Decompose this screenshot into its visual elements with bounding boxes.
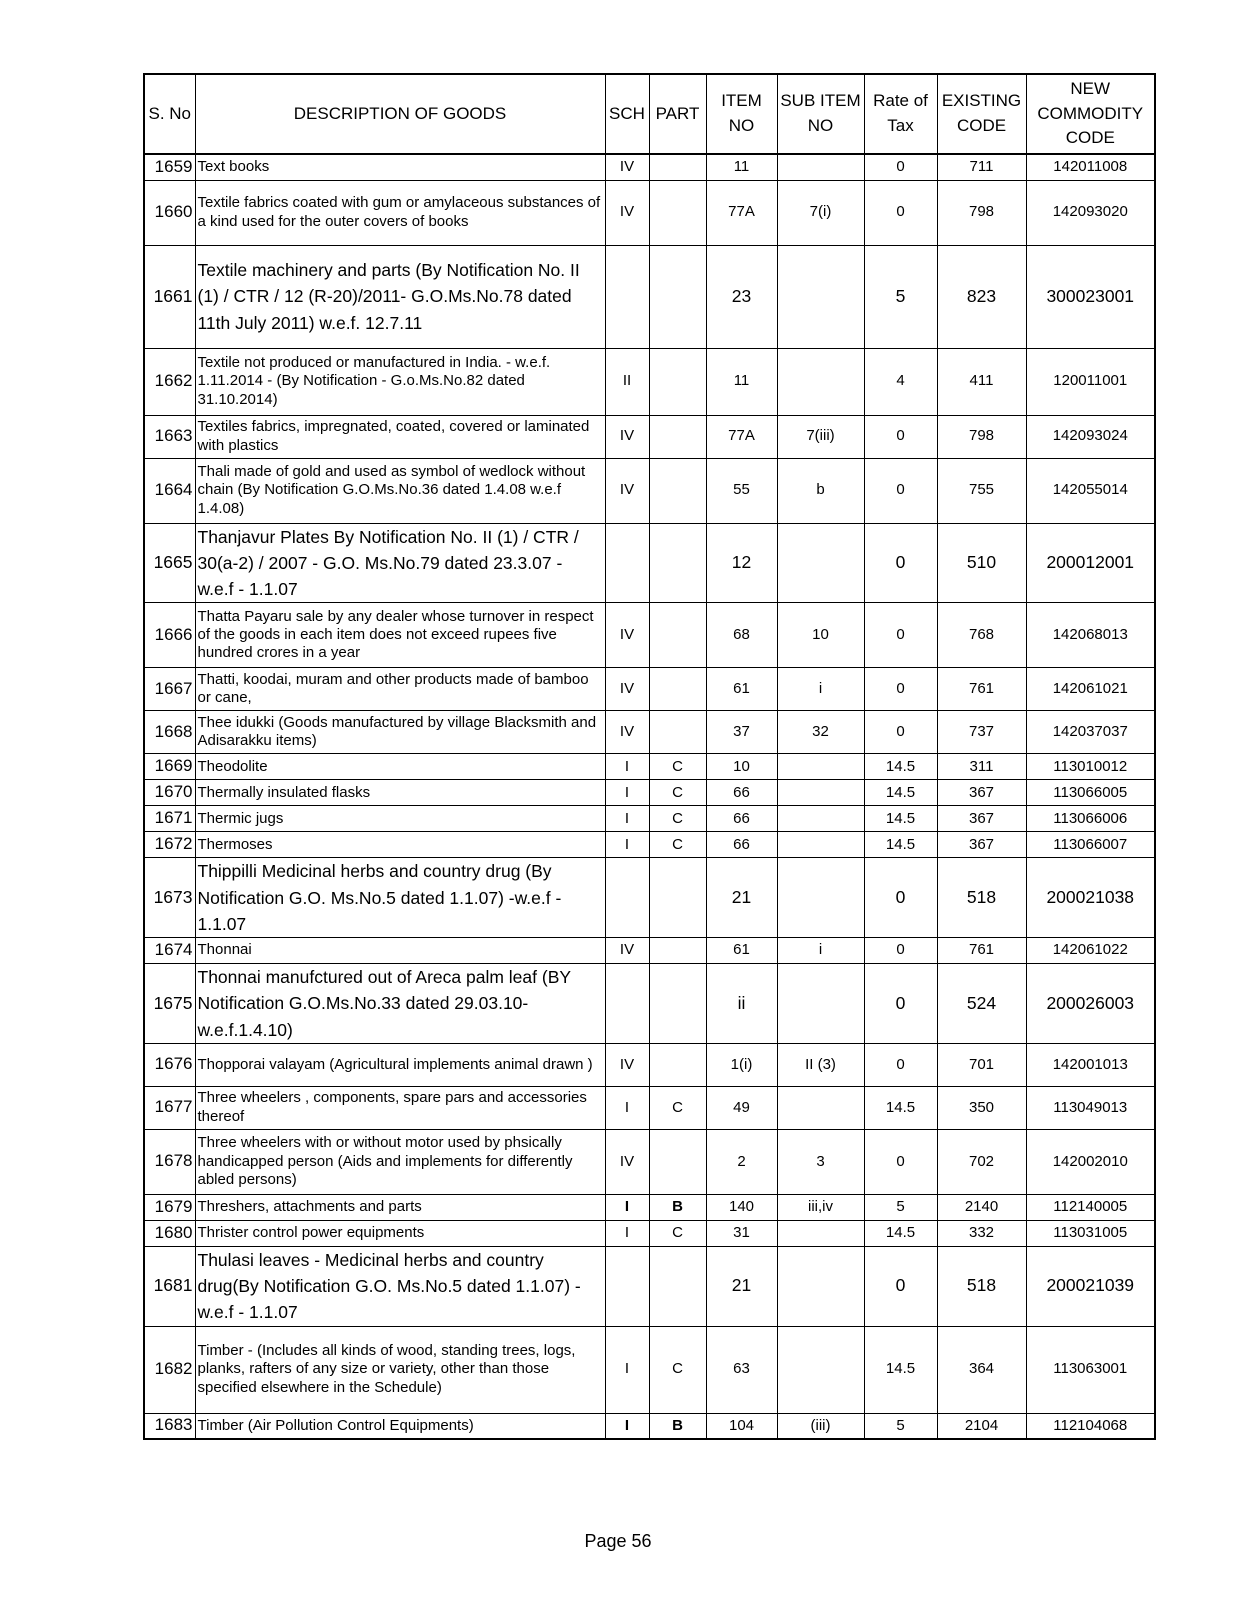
- cell-new-commodity-code: 113063001: [1026, 1326, 1155, 1413]
- cell-rate-of-tax: 14.5: [864, 1086, 937, 1129]
- cell-existing-code: 798: [937, 180, 1026, 245]
- table-row: [144, 964, 1155, 1044]
- cell-new-commodity-code: 113031005: [1026, 1220, 1155, 1246]
- cell-sub-item-no: [777, 858, 864, 938]
- cell-sub-item-no: (iii): [777, 1413, 864, 1439]
- header-sno: S. No: [144, 74, 195, 154]
- cell-item-no: 31: [706, 1220, 777, 1246]
- cell-item-no: 21: [706, 858, 777, 938]
- cell-part: [649, 523, 706, 603]
- cell-existing-code: 761: [937, 668, 1026, 711]
- cell-description: Timber (Air Pollution Control Equipments): [195, 1413, 605, 1439]
- cell-rate-of-tax: 0: [864, 1043, 937, 1086]
- cell-description: Three wheelers , components, spare pars and accessories thereof: [195, 1086, 605, 1129]
- cell-sch: IV: [605, 458, 649, 523]
- cell-item-no: 11: [706, 154, 777, 180]
- cell-sch: IV: [605, 1043, 649, 1086]
- cell-part: [649, 1129, 706, 1194]
- cell-sno: 1677: [144, 1086, 195, 1129]
- cell-sub-item-no: [777, 1246, 864, 1326]
- commodity-table: [143, 73, 1156, 1440]
- table-row: [144, 806, 1155, 832]
- cell-item-no: 63: [706, 1326, 777, 1413]
- cell-sch: I: [605, 1220, 649, 1246]
- cell-sch: I: [605, 1194, 649, 1220]
- cell-description: Thrister control power equipments: [195, 1220, 605, 1246]
- cell-description: Thatti, koodai, muram and other products made of bamboo or cane,: [195, 668, 605, 711]
- table-row: [144, 348, 1155, 415]
- cell-sub-item-no: i: [777, 938, 864, 964]
- cell-existing-code: 2104: [937, 1413, 1026, 1439]
- table-row: [144, 1043, 1155, 1086]
- cell-item-no: 10: [706, 754, 777, 780]
- cell-new-commodity-code: 113066006: [1026, 806, 1155, 832]
- cell-part: [649, 858, 706, 938]
- cell-rate-of-tax: 14.5: [864, 832, 937, 858]
- cell-new-commodity-code: 300023001: [1026, 245, 1155, 348]
- cell-sub-item-no: [777, 832, 864, 858]
- cell-description: Text books: [195, 154, 605, 180]
- cell-sno: 1661: [144, 245, 195, 348]
- cell-part: C: [649, 832, 706, 858]
- cell-rate-of-tax: 0: [864, 858, 937, 938]
- cell-rate-of-tax: 0: [864, 668, 937, 711]
- header-sch: SCH: [605, 74, 649, 154]
- cell-existing-code: 737: [937, 711, 1026, 754]
- cell-part: [649, 1043, 706, 1086]
- cell-description: Thanjavur Plates By Notification No. II (1) / CTR / 30(a-2) / 2007 - G.O. Ms.No.79 dated 23.3.07 - w.e.f - 1.1.07: [195, 523, 605, 603]
- cell-sub-item-no: 3: [777, 1129, 864, 1194]
- cell-sub-item-no: [777, 780, 864, 806]
- cell-sno: 1662: [144, 348, 195, 415]
- cell-description: Thopporai valayam (Agricultural implements animal drawn ): [195, 1043, 605, 1086]
- cell-item-no: 23: [706, 245, 777, 348]
- cell-part: C: [649, 754, 706, 780]
- cell-existing-code: 332: [937, 1220, 1026, 1246]
- cell-description: Textiles fabrics, impregnated, coated, covered or laminated with plastics: [195, 415, 605, 458]
- cell-sub-item-no: [777, 348, 864, 415]
- cell-part: [649, 348, 706, 415]
- cell-item-no: 55: [706, 458, 777, 523]
- cell-description: Thermic jugs: [195, 806, 605, 832]
- table-row: [144, 415, 1155, 458]
- cell-description: Thee idukki (Goods manufactured by village Blacksmith and Adisarakku items): [195, 711, 605, 754]
- cell-existing-code: 761: [937, 938, 1026, 964]
- cell-sub-item-no: b: [777, 458, 864, 523]
- cell-existing-code: 518: [937, 1246, 1026, 1326]
- cell-new-commodity-code: 120011001: [1026, 348, 1155, 415]
- header-item-no: ITEM NO: [706, 74, 777, 154]
- cell-sub-item-no: i: [777, 668, 864, 711]
- cell-part: [649, 1246, 706, 1326]
- cell-sno: 1671: [144, 806, 195, 832]
- cell-sch: I: [605, 754, 649, 780]
- cell-sno: 1665: [144, 523, 195, 603]
- cell-part: [649, 245, 706, 348]
- cell-rate-of-tax: 0: [864, 711, 937, 754]
- cell-existing-code: 510: [937, 523, 1026, 603]
- header-new-commodity-code: NEW COMMODITY CODE: [1026, 74, 1155, 154]
- cell-part: C: [649, 780, 706, 806]
- cell-sno: 1681: [144, 1246, 195, 1326]
- cell-description: Thonnai manufctured out of Areca palm leaf (BY Notification G.O.Ms.No.33 dated 29.03.10- w.e.f.1.4.10): [195, 964, 605, 1044]
- cell-sno: 1673: [144, 858, 195, 938]
- table-row: [144, 1246, 1155, 1326]
- cell-sch: [605, 964, 649, 1044]
- cell-item-no: 140: [706, 1194, 777, 1220]
- cell-part: C: [649, 1220, 706, 1246]
- cell-sub-item-no: 10: [777, 603, 864, 668]
- cell-sch: IV: [605, 180, 649, 245]
- cell-sch: IV: [605, 668, 649, 711]
- cell-new-commodity-code: 142068013: [1026, 603, 1155, 668]
- cell-part: [649, 458, 706, 523]
- table-row: [144, 245, 1155, 348]
- table-row: [144, 938, 1155, 964]
- cell-new-commodity-code: 142093020: [1026, 180, 1155, 245]
- cell-part: C: [649, 1086, 706, 1129]
- cell-rate-of-tax: 0: [864, 415, 937, 458]
- header-rate-of-tax: Rate of Tax: [864, 74, 937, 154]
- cell-description: Textile not produced or manufactured in India. - w.e.f. 1.11.2014 - (By Notification - G.o.Ms.No.82 dated 31.10.2014): [195, 348, 605, 415]
- cell-rate-of-tax: 0: [864, 938, 937, 964]
- table-row: [144, 1194, 1155, 1220]
- cell-item-no: 37: [706, 711, 777, 754]
- cell-sub-item-no: iii,iv: [777, 1194, 864, 1220]
- cell-new-commodity-code: 142011008: [1026, 154, 1155, 180]
- cell-sno: 1670: [144, 780, 195, 806]
- cell-rate-of-tax: 4: [864, 348, 937, 415]
- cell-existing-code: 350: [937, 1086, 1026, 1129]
- table-row: [144, 180, 1155, 245]
- cell-sno: 1672: [144, 832, 195, 858]
- table-row: [144, 1086, 1155, 1129]
- cell-sno: 1664: [144, 458, 195, 523]
- cell-sno: 1679: [144, 1194, 195, 1220]
- cell-sub-item-no: [777, 523, 864, 603]
- cell-existing-code: 798: [937, 415, 1026, 458]
- cell-sno: 1660: [144, 180, 195, 245]
- header-existing-code: EXISTING CODE: [937, 74, 1026, 154]
- cell-new-commodity-code: 142001013: [1026, 1043, 1155, 1086]
- cell-new-commodity-code: 142002010: [1026, 1129, 1155, 1194]
- cell-sch: [605, 523, 649, 603]
- cell-existing-code: 2140: [937, 1194, 1026, 1220]
- cell-rate-of-tax: 0: [864, 1246, 937, 1326]
- table-row: [144, 603, 1155, 668]
- header-description: DESCRIPTION OF GOODS: [195, 74, 605, 154]
- cell-new-commodity-code: 113066005: [1026, 780, 1155, 806]
- cell-description: Thippilli Medicinal herbs and country drug (By Notification G.O. Ms.No.5 dated 1.1.07) -w.e.f - 1.1.07: [195, 858, 605, 938]
- cell-new-commodity-code: 142093024: [1026, 415, 1155, 458]
- cell-rate-of-tax: 0: [864, 523, 937, 603]
- cell-sno: 1668: [144, 711, 195, 754]
- cell-sno: 1667: [144, 668, 195, 711]
- cell-rate-of-tax: 0: [864, 603, 937, 668]
- cell-description: Thonnai: [195, 938, 605, 964]
- cell-description: Three wheelers with or without motor used by phsically handicapped person (Aids and implements for differently abled persons): [195, 1129, 605, 1194]
- table-row: [144, 1413, 1155, 1439]
- cell-item-no: 77A: [706, 415, 777, 458]
- cell-description: Textile fabrics coated with gum or amylaceous substances of a kind used for the outer covers of books: [195, 180, 605, 245]
- cell-sno: 1678: [144, 1129, 195, 1194]
- cell-sub-item-no: [777, 1220, 864, 1246]
- cell-new-commodity-code: 112104068: [1026, 1413, 1155, 1439]
- cell-sno: 1680: [144, 1220, 195, 1246]
- cell-new-commodity-code: 200026003: [1026, 964, 1155, 1044]
- cell-description: Thatta Payaru sale by any dealer whose turnover in respect of the goods in each item does not exceed rupees five hundred crores in a year: [195, 603, 605, 668]
- cell-sub-item-no: [777, 1326, 864, 1413]
- cell-part: [649, 711, 706, 754]
- cell-item-no: 1(i): [706, 1043, 777, 1086]
- cell-item-no: 2: [706, 1129, 777, 1194]
- cell-item-no: 61: [706, 938, 777, 964]
- cell-new-commodity-code: 142061022: [1026, 938, 1155, 964]
- cell-rate-of-tax: 14.5: [864, 1326, 937, 1413]
- cell-sch: IV: [605, 154, 649, 180]
- cell-new-commodity-code: 200021038: [1026, 858, 1155, 938]
- cell-part: [649, 180, 706, 245]
- cell-existing-code: 411: [937, 348, 1026, 415]
- cell-sch: I: [605, 1086, 649, 1129]
- table-row: [144, 754, 1155, 780]
- cell-existing-code: 711: [937, 154, 1026, 180]
- cell-sch: [605, 245, 649, 348]
- cell-part: C: [649, 806, 706, 832]
- cell-sch: IV: [605, 415, 649, 458]
- cell-existing-code: 524: [937, 964, 1026, 1044]
- cell-new-commodity-code: 200012001: [1026, 523, 1155, 603]
- cell-item-no: 66: [706, 832, 777, 858]
- cell-sno: 1676: [144, 1043, 195, 1086]
- header-sub-item-no: SUB ITEM NO: [777, 74, 864, 154]
- cell-part: [649, 415, 706, 458]
- cell-description: Thali made of gold and used as symbol of wedlock without chain (By Notification G.O.Ms.No.36 dated 1.4.08 w.e.f 1.4.08): [195, 458, 605, 523]
- cell-item-no: 21: [706, 1246, 777, 1326]
- cell-existing-code: 701: [937, 1043, 1026, 1086]
- table-row: [144, 1326, 1155, 1413]
- cell-sno: 1674: [144, 938, 195, 964]
- cell-existing-code: 311: [937, 754, 1026, 780]
- cell-sch: I: [605, 806, 649, 832]
- cell-sub-item-no: [777, 245, 864, 348]
- cell-description: Threshers, attachments and parts: [195, 1194, 605, 1220]
- cell-sub-item-no: II (3): [777, 1043, 864, 1086]
- cell-sno: 1683: [144, 1413, 195, 1439]
- cell-rate-of-tax: 0: [864, 458, 937, 523]
- cell-existing-code: 823: [937, 245, 1026, 348]
- cell-item-no: 66: [706, 806, 777, 832]
- cell-sch: I: [605, 780, 649, 806]
- cell-part: B: [649, 1194, 706, 1220]
- cell-new-commodity-code: 142055014: [1026, 458, 1155, 523]
- cell-sub-item-no: [777, 964, 864, 1044]
- cell-rate-of-tax: 5: [864, 1194, 937, 1220]
- cell-sch: IV: [605, 711, 649, 754]
- table-header-row: [144, 74, 1155, 154]
- cell-description: Textile machinery and parts (By Notification No. II (1) / CTR / 12 (R-20)/2011- G.O.Ms.No.78 dated 11th July 2011) w.e.f. 12.7.11: [195, 245, 605, 348]
- table-row: [144, 458, 1155, 523]
- cell-part: [649, 938, 706, 964]
- table-row: [144, 858, 1155, 938]
- cell-sch: I: [605, 832, 649, 858]
- cell-new-commodity-code: 113049013: [1026, 1086, 1155, 1129]
- cell-part: C: [649, 1326, 706, 1413]
- cell-part: [649, 964, 706, 1044]
- table-row: [144, 780, 1155, 806]
- cell-rate-of-tax: 14.5: [864, 806, 937, 832]
- cell-sub-item-no: 7(i): [777, 180, 864, 245]
- cell-sch: IV: [605, 938, 649, 964]
- cell-sch: [605, 1246, 649, 1326]
- cell-part: B: [649, 1413, 706, 1439]
- table-row: [144, 1129, 1155, 1194]
- cell-sno: 1659: [144, 154, 195, 180]
- cell-item-no: 66: [706, 780, 777, 806]
- table-row: [144, 711, 1155, 754]
- cell-sub-item-no: [777, 1086, 864, 1129]
- cell-rate-of-tax: 14.5: [864, 1220, 937, 1246]
- cell-sno: 1669: [144, 754, 195, 780]
- cell-item-no: 104: [706, 1413, 777, 1439]
- cell-sch: II: [605, 348, 649, 415]
- cell-existing-code: 755: [937, 458, 1026, 523]
- cell-new-commodity-code: 112140005: [1026, 1194, 1155, 1220]
- cell-item-no: 49: [706, 1086, 777, 1129]
- cell-item-no: ii: [706, 964, 777, 1044]
- cell-sno: 1675: [144, 964, 195, 1044]
- cell-existing-code: 518: [937, 858, 1026, 938]
- cell-item-no: 11: [706, 348, 777, 415]
- cell-existing-code: 367: [937, 806, 1026, 832]
- cell-item-no: 68: [706, 603, 777, 668]
- cell-description: Thulasi leaves - Medicinal herbs and country drug(By Notification G.O. Ms.No.5 dated 1.1.07) -w.e.f - 1.1.07: [195, 1246, 605, 1326]
- cell-sch: I: [605, 1413, 649, 1439]
- cell-description: Theodolite: [195, 754, 605, 780]
- table-row: [144, 523, 1155, 603]
- cell-sub-item-no: 32: [777, 711, 864, 754]
- cell-rate-of-tax: 5: [864, 245, 937, 348]
- cell-rate-of-tax: 0: [864, 154, 937, 180]
- cell-new-commodity-code: 113010012: [1026, 754, 1155, 780]
- cell-sch: IV: [605, 603, 649, 668]
- page-number: Page 56: [584, 1531, 652, 1551]
- cell-sch: IV: [605, 1129, 649, 1194]
- cell-sch: [605, 858, 649, 938]
- header-part: PART: [649, 74, 706, 154]
- cell-rate-of-tax: 0: [864, 964, 937, 1044]
- cell-rate-of-tax: 5: [864, 1413, 937, 1439]
- cell-new-commodity-code: 200021039: [1026, 1246, 1155, 1326]
- cell-new-commodity-code: 113066007: [1026, 832, 1155, 858]
- cell-part: [649, 603, 706, 668]
- cell-item-no: 77A: [706, 180, 777, 245]
- cell-part: [649, 154, 706, 180]
- cell-rate-of-tax: 14.5: [864, 780, 937, 806]
- table-row: [144, 1220, 1155, 1246]
- cell-new-commodity-code: 142037037: [1026, 711, 1155, 754]
- cell-rate-of-tax: 0: [864, 180, 937, 245]
- cell-sub-item-no: [777, 754, 864, 780]
- cell-sch: I: [605, 1326, 649, 1413]
- cell-existing-code: 768: [937, 603, 1026, 668]
- cell-new-commodity-code: 142061021: [1026, 668, 1155, 711]
- table-row: [144, 832, 1155, 858]
- cell-sno: 1682: [144, 1326, 195, 1413]
- cell-item-no: 12: [706, 523, 777, 603]
- cell-existing-code: 367: [937, 780, 1026, 806]
- table-row: [144, 668, 1155, 711]
- cell-rate-of-tax: 14.5: [864, 754, 937, 780]
- cell-existing-code: 702: [937, 1129, 1026, 1194]
- cell-sub-item-no: [777, 154, 864, 180]
- cell-description: Thermoses: [195, 832, 605, 858]
- cell-existing-code: 364: [937, 1326, 1026, 1413]
- cell-existing-code: 367: [937, 832, 1026, 858]
- table-row: [144, 154, 1155, 180]
- cell-sno: 1663: [144, 415, 195, 458]
- table-body: [144, 154, 1155, 1439]
- cell-sno: 1666: [144, 603, 195, 668]
- cell-part: [649, 668, 706, 711]
- cell-rate-of-tax: 0: [864, 1129, 937, 1194]
- cell-sub-item-no: [777, 806, 864, 832]
- cell-item-no: 61: [706, 668, 777, 711]
- cell-description: Thermally insulated flasks: [195, 780, 605, 806]
- cell-description: Timber - (Includes all kinds of wood, standing trees, logs, planks, rafters of any size or variety, other than those specified elsewhere in the Schedule): [195, 1326, 605, 1413]
- cell-sub-item-no: 7(iii): [777, 415, 864, 458]
